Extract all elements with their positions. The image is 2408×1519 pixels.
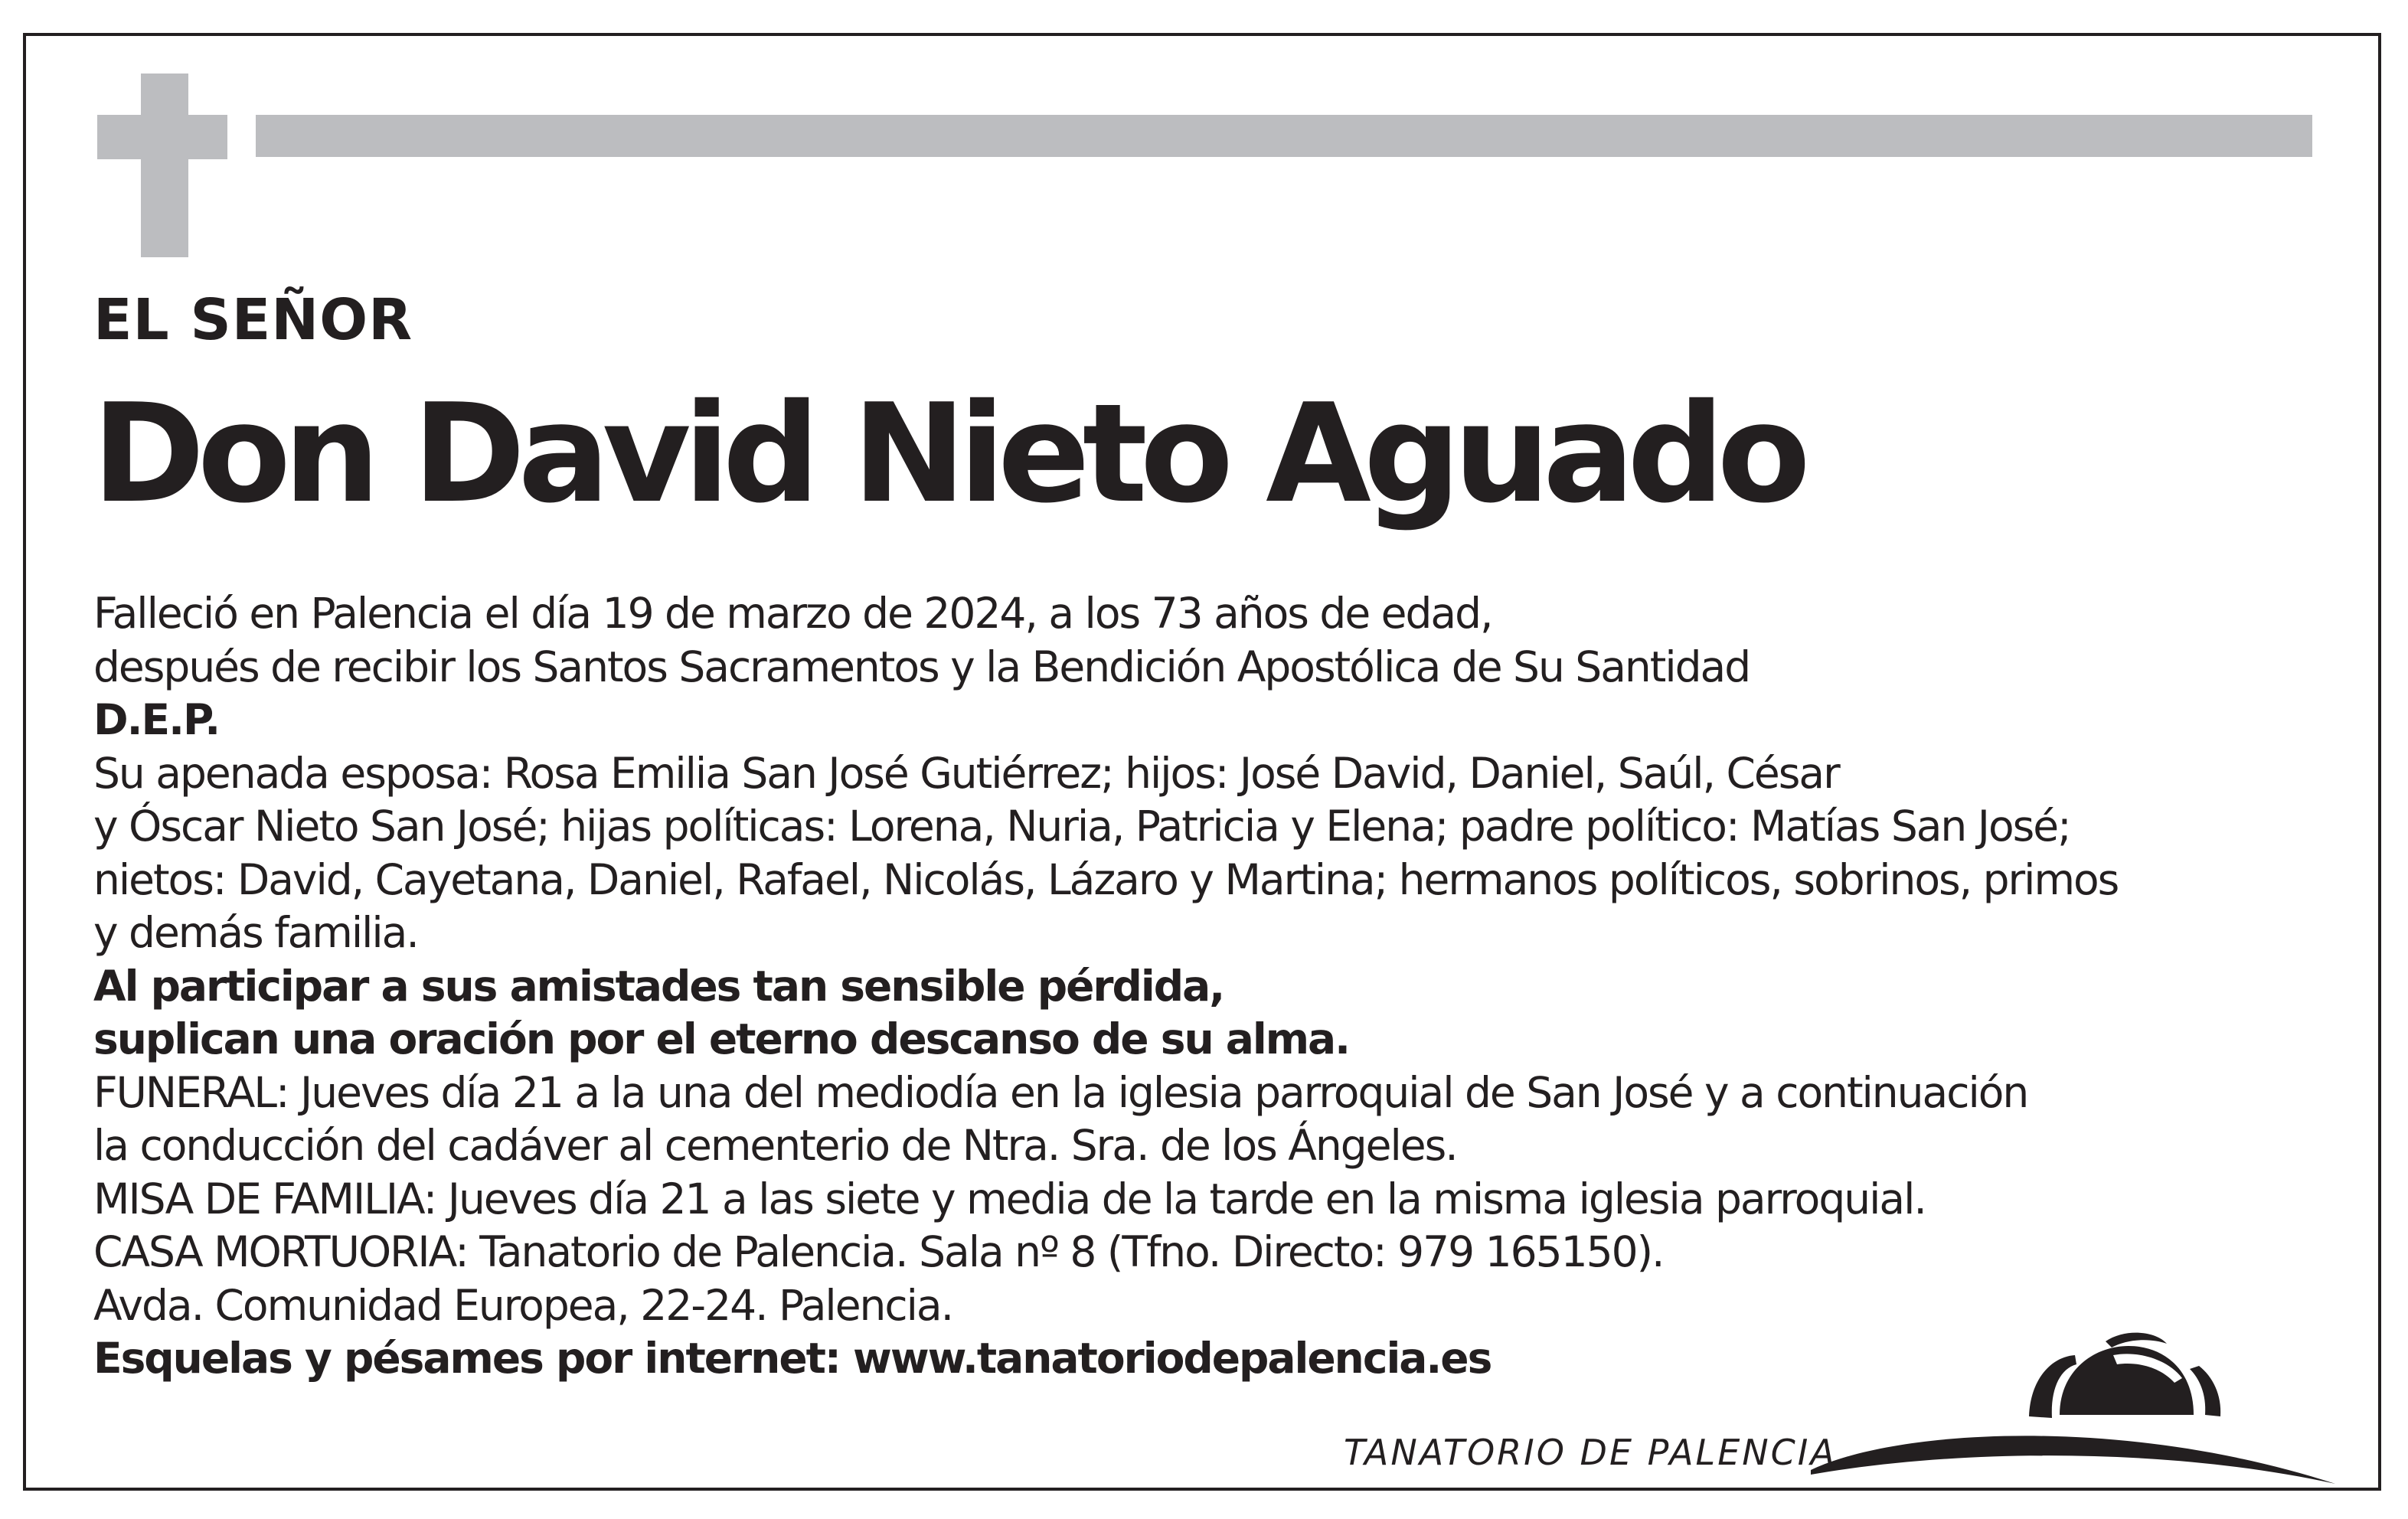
- header-rule: [256, 115, 2312, 157]
- address-line: Avda. Comunidad Europea, 22-24. Palencia.: [93, 1280, 953, 1330]
- family-line-1: Su apenada esposa: Rosa Emilia San José Gutiérrez; hijos: José David, Daniel, Saúl, César: [93, 748, 1839, 798]
- obituary-body: [93, 587, 2329, 1386]
- tanatorio-logo-icon: [1807, 1325, 2343, 1493]
- funeral-line-2: la conducción del cadáver al cementerio de Ntra. Sra. de los Ángeles.: [93, 1121, 1457, 1170]
- death-details-line: Falleció en Palencia el día 19 de marzo de 2024, a los 73 años de edad,: [93, 589, 1492, 638]
- funeral-line-1: FUNERAL: Jueves día 21 a la una del mediodía en la iglesia parroquial de San José y a continuación: [93, 1067, 2028, 1117]
- funeral-home-line: CASA MORTUORIA: Tanatorio de Palencia. Sala nº 8 (Tfno. Directo: 979 165150).: [93, 1227, 1664, 1276]
- cross-icon-horizontal: [97, 115, 227, 159]
- family-line-3: nietos: David, Cayetana, Daniel, Rafael, Nicolás, Lázaro y Martina; hermanos políticos, sobrinos, primos: [93, 854, 2119, 904]
- family-line-2: y Óscar Nieto San José; hijas políticas: Lorena, Nuria, Patricia y Elena; padre político: Matías San José;: [93, 802, 2070, 851]
- website-line: Esquelas y pésames por internet: www.tanatoriodepalencia.es: [93, 1334, 1492, 1383]
- cross-icon-vertical: [141, 74, 188, 257]
- prayer-request-line-2: suplican una oración por el eterno descanso de su alma.: [93, 1014, 1350, 1063]
- rip-line: D.E.P.: [93, 695, 220, 744]
- family-line-4: y demás familia.: [93, 908, 418, 957]
- sacraments-line: después de recibir los Santos Sacramentos y la Bendición Apostólica de Su Santidad: [93, 642, 1750, 691]
- family-mass-line: MISA DE FAMILIA: Jueves día 21 a las siete y media de la tarde en la misma iglesia parroquial.: [93, 1174, 1926, 1223]
- prayer-request-line-1: Al participar a sus amistades tan sensible pérdida,: [93, 961, 1224, 1011]
- honorific-prefix: EL SEÑOR: [93, 287, 413, 353]
- deceased-name: Don David Nieto Aguado: [92, 374, 1803, 533]
- tanatorio-logo-text: TANATORIO DE PALENCIA: [1344, 1432, 1837, 1473]
